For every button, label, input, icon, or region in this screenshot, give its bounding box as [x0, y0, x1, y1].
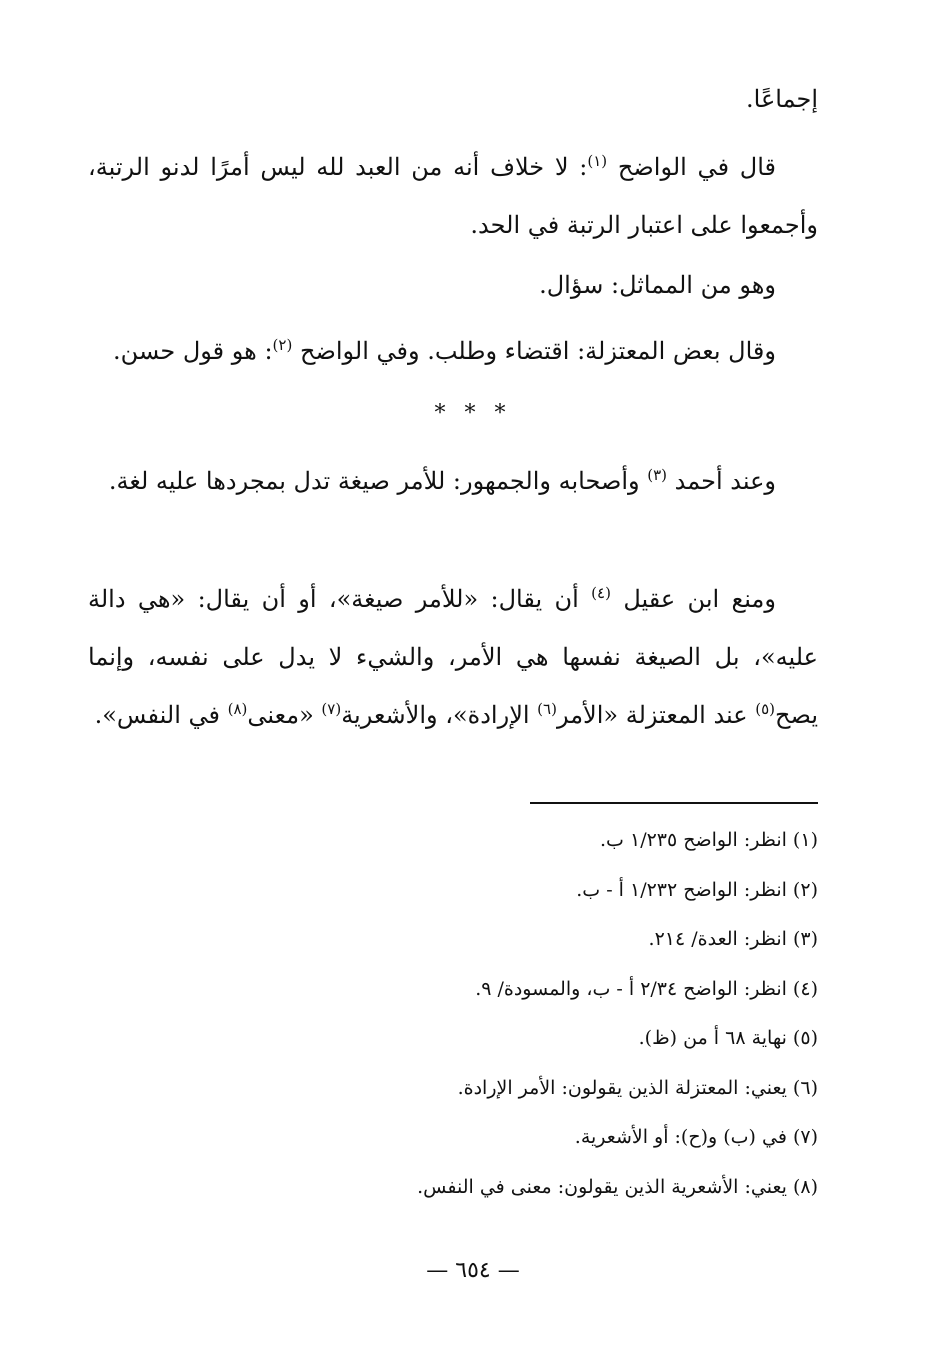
footnote-reference: (٣) [647, 466, 667, 484]
footnote-reference: (٨) [227, 700, 248, 718]
paragraph-text: ومنع ابن عقيل [623, 585, 776, 613]
paragraph-text: «معنى [247, 701, 322, 729]
footnote-divider [530, 802, 818, 804]
footnote-8: (٨) يعني: الأشعرية الذين يقولون: معنى في النفس. [417, 1175, 818, 1198]
paragraph-ahmad [88, 452, 818, 510]
footnote-3: (٣) انظر: العدة/ ٢١٤. [648, 928, 818, 950]
paragraph-ijma-text: إجماعًا. [746, 85, 818, 113]
paragraph-text: قال في الواضح [617, 153, 776, 181]
page-number: — ٦٥٤ — [426, 1258, 520, 1283]
paragraph-text: الإرادة»، والأشعرية [341, 701, 538, 729]
footnote-1: (١) انظر: الواضح ١/٢٣٥ ب. [600, 829, 818, 851]
paragraph-text: وعند أحمد [674, 467, 776, 495]
footnote-4: (٤) انظر: الواضح ٢/٣٤ أ - ب، والمسودة/ ٩. [475, 977, 818, 1000]
footnote-reference: (٧) [321, 700, 342, 718]
footnote-reference: (٢) [272, 336, 293, 354]
paragraph-text: في النفس». [94, 701, 228, 729]
footnote-reference: (٥) [755, 700, 776, 718]
paragraph-mumathil [88, 256, 818, 314]
paragraph-ijma [88, 70, 818, 128]
paragraph-text: : هو قول حسن. [113, 337, 273, 365]
paragraph-text: وأصحابه والجمهور: للأمر صيغة تدل بمجردها عليه لغة. [108, 467, 648, 495]
paragraph-text: : لا خلاف أنه من العبد لله ليس أمرًا لدنو الرتبة، وأجمعوا على اعتبار الرتبة في الحد. [88, 153, 818, 239]
footnote-7: (٧) في (ب) و(ح): أو الأشعرية. [574, 1126, 818, 1148]
paragraph-wadih [88, 138, 818, 254]
footnotes-list [88, 816, 818, 1212]
footnote-reference: (٦) [537, 700, 557, 718]
paragraph-ibn-aqil [88, 570, 818, 744]
footnote-5: (٥) نهاية ٦٨ أ من (ظ). [638, 1027, 818, 1049]
section-separator: * * * [434, 401, 512, 426]
paragraph-text: أن يقال: «للأمر صيغة»، أو أن يقال: «هي دالة عليه»، بل الصيغة نفسها هي الأمر، والشيء لا يدل على نفسه، وإنما يصح [88, 585, 818, 729]
footnote-reference: (٤) [591, 584, 611, 602]
paragraph-text: وقال بعض المعتزلة: اقتضاء وطلب. وفي الواضح [299, 337, 776, 365]
paragraph-text: عند المعتزلة «الأمر [556, 701, 756, 729]
footnote-reference: (١) [587, 152, 608, 170]
paragraph-mutazila [88, 322, 818, 380]
footnote-2: (٢) انظر: الواضح ١/٢٣٢ أ - ب. [576, 878, 818, 901]
footnote-6: (٦) يعني: المعتزلة الذين يقولون: الأمر الإرادة. [457, 1076, 818, 1099]
paragraph-text: وهو من المماثل: سؤال. [539, 271, 776, 299]
